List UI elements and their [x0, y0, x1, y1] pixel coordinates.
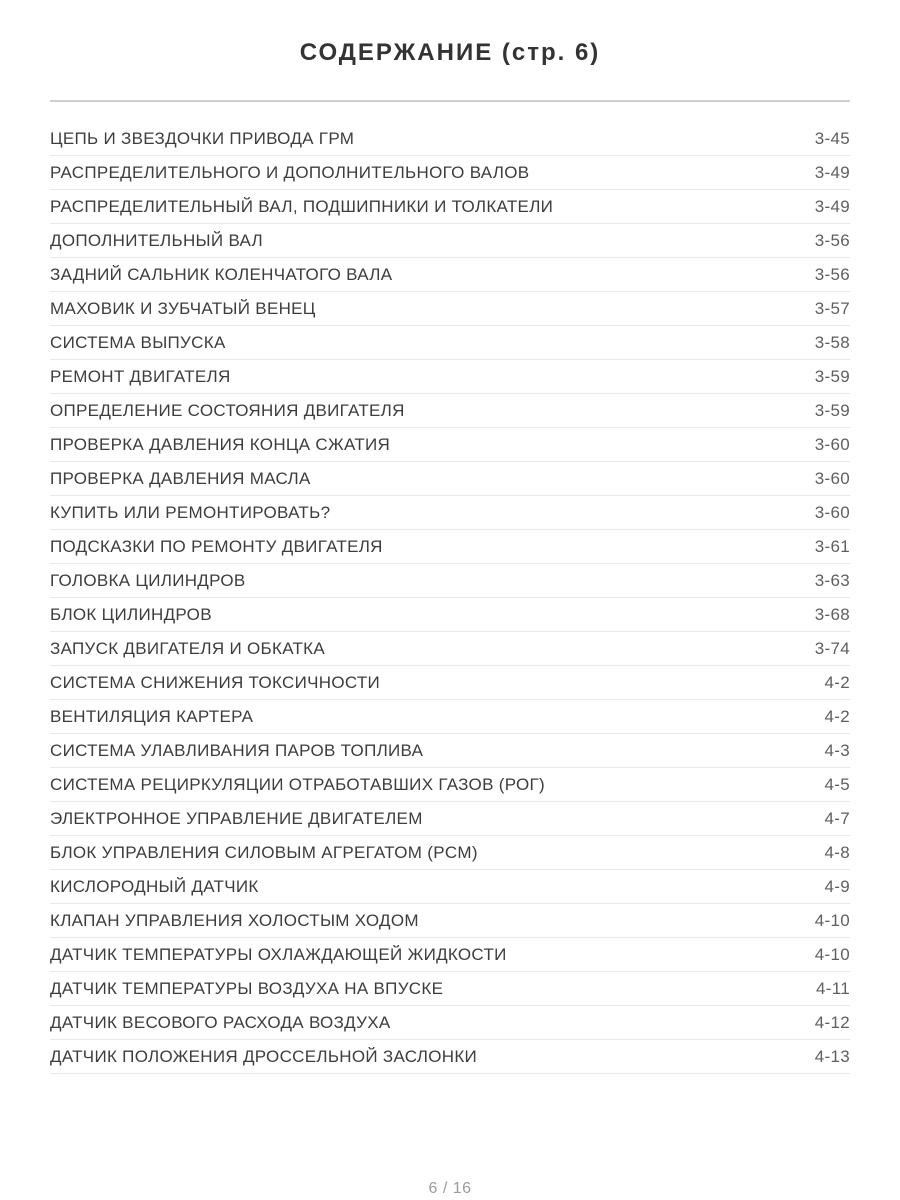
toc-row [50, 360, 850, 394]
toc-row [50, 122, 850, 156]
toc-entry-label: ПОДСКАЗКИ ПО РЕМОНТУ ДВИГАТЕЛЯ [50, 536, 383, 556]
toc-row [50, 666, 850, 700]
toc-list [50, 122, 850, 1074]
toc-page [0, 39, 900, 1200]
toc-row [50, 700, 850, 734]
toc-entry-page: 4-2 [824, 706, 850, 726]
toc-row [50, 836, 850, 870]
toc-entry-page: 4-7 [824, 808, 850, 828]
toc-row [50, 258, 850, 292]
toc-row [50, 972, 850, 1006]
toc-entry-label: ВЕНТИЛЯЦИЯ КАРТЕРА [50, 706, 254, 726]
page-title: СОДЕРЖАНИЕ (стр. 6) [299, 39, 601, 66]
toc-entry-page: 3-58 [814, 332, 850, 352]
toc-entry-page: 3-59 [814, 366, 850, 386]
toc-row [50, 1006, 850, 1040]
toc-row [50, 564, 850, 598]
toc-entry-page: 3-68 [814, 604, 850, 624]
toc-entry-label: БЛОК УПРАВЛЕНИЯ СИЛОВЫМ АГРЕГАТОМ (PCM) [50, 842, 478, 862]
toc-entry-label: ЗАДНИЙ САЛЬНИК КОЛЕНЧАТОГО ВАЛА [50, 264, 393, 284]
toc-row [50, 598, 850, 632]
toc-entry-page: 3-61 [814, 536, 850, 556]
toc-row [50, 462, 850, 496]
toc-row [50, 156, 850, 190]
toc-entry-label: ДАТЧИК ПОЛОЖЕНИЯ ДРОССЕЛЬНОЙ ЗАСЛОНКИ [50, 1046, 478, 1066]
toc-entry-label: ПРОВЕРКА ДАВЛЕНИЯ КОНЦА СЖАТИЯ [50, 434, 391, 454]
toc-row [50, 530, 850, 564]
toc-entry-page: 4-10 [814, 944, 850, 964]
toc-entry-page: 3-49 [814, 162, 850, 182]
toc-entry-label: СИСТЕМА ВЫПУСКА [50, 332, 226, 352]
toc-entry-page: 4-9 [824, 876, 850, 896]
toc-entry-label: ДАТЧИК ВЕСОВОГО РАСХОДА ВОЗДУХА [50, 1012, 391, 1032]
toc-entry-page: 3-57 [814, 298, 850, 318]
toc-entry-label: КЛАПАН УПРАВЛЕНИЯ ХОЛОСТЫМ ХОДОМ [50, 910, 419, 930]
toc-row [50, 802, 850, 836]
toc-entry-label: ПРОВЕРКА ДАВЛЕНИЯ МАСЛА [50, 468, 311, 488]
toc-entry-label: СИСТЕМА РЕЦИРКУЛЯЦИИ ОТРАБОТАВШИХ ГАЗОВ (РОГ) [50, 774, 545, 794]
toc-entry-label: СИСТЕМА УЛАВЛИВАНИЯ ПАРОВ ТОПЛИВА [50, 740, 424, 760]
toc-entry-label: МАХОВИК И ЗУБЧАТЫЙ ВЕНЕЦ [50, 298, 316, 318]
toc-entry-page: 3-56 [814, 264, 850, 284]
toc-row [50, 224, 850, 258]
toc-entry-label: ДОПОЛНИТЕЛЬНЫЙ ВАЛ [50, 230, 263, 250]
toc-row [50, 768, 850, 802]
toc-entry-page: 3-45 [814, 128, 850, 148]
toc-row [50, 734, 850, 768]
toc-entry-page: 3-59 [814, 400, 850, 420]
toc-entry-label: СИСТЕМА СНИЖЕНИЯ ТОКСИЧНОСТИ [50, 672, 381, 692]
toc-entry-label: КУПИТЬ ИЛИ РЕМОНТИРОВАТЬ? [50, 502, 331, 522]
toc-entry-page: 4-12 [814, 1012, 850, 1032]
toc-row [50, 428, 850, 462]
toc-entry-page: 3-56 [814, 230, 850, 250]
toc-entry-label: ДАТЧИК ТЕМПЕРАТУРЫ ВОЗДУХА НА ВПУСКЕ [50, 978, 444, 998]
toc-entry-label: БЛОК ЦИЛИНДРОВ [50, 604, 212, 624]
toc-entry-page: 4-5 [824, 774, 850, 794]
toc-entry-page: 4-11 [816, 978, 850, 998]
toc-entry-label: РАСПРЕДЕЛИТЕЛЬНОГО И ДОПОЛНИТЕЛЬНОГО ВАЛОВ [50, 162, 530, 182]
toc-entry-label: ГОЛОВКА ЦИЛИНДРОВ [50, 570, 246, 590]
toc-entry-page: 4-2 [824, 672, 850, 692]
page-number-indicator: 6 / 16 [428, 1180, 472, 1197]
toc-entry-page: 3-60 [814, 468, 850, 488]
toc-entry-label: ЭЛЕКТРОННОЕ УПРАВЛЕНИЕ ДВИГАТЕЛЕМ [50, 808, 423, 828]
toc-entry-page: 3-74 [814, 638, 850, 658]
toc-entry-page: 3-60 [814, 502, 850, 522]
toc-entry-label: КИСЛОРОДНЫЙ ДАТЧИК [50, 876, 259, 896]
toc-entry-page: 4-8 [824, 842, 850, 862]
toc-row [50, 496, 850, 530]
toc-row [50, 1040, 850, 1074]
toc-row [50, 938, 850, 972]
toc-row [50, 632, 850, 666]
toc-row [50, 190, 850, 224]
toc-entry-page: 4-13 [814, 1046, 850, 1066]
toc-entry-label: ОПРЕДЕЛЕНИЕ СОСТОЯНИЯ ДВИГАТЕЛЯ [50, 400, 405, 420]
toc-row [50, 326, 850, 360]
toc-row [50, 292, 850, 326]
toc-entry-page: 3-49 [814, 196, 850, 216]
toc-entry-label: РАСПРЕДЕЛИТЕЛЬНЫЙ ВАЛ, ПОДШИПНИКИ И ТОЛКАТЕЛИ [50, 196, 554, 216]
toc-row [50, 904, 850, 938]
toc-entry-page: 3-63 [814, 570, 850, 590]
title-divider [50, 100, 850, 102]
toc-entry-label: ДАТЧИК ТЕМПЕРАТУРЫ ОХЛАЖДАЮЩЕЙ ЖИДКОСТИ [50, 944, 507, 964]
toc-entry-page: 4-10 [814, 910, 850, 930]
toc-row [50, 870, 850, 904]
toc-entry-label: РЕМОНТ ДВИГАТЕЛЯ [50, 366, 231, 386]
toc-entry-label: ЦЕПЬ И ЗВЕЗДОЧКИ ПРИВОДА ГРМ [50, 128, 355, 148]
toc-entry-page: 4-3 [824, 740, 850, 760]
toc-entry-page: 3-60 [814, 434, 850, 454]
toc-row [50, 394, 850, 428]
toc-entry-label: ЗАПУСК ДВИГАТЕЛЯ И ОБКАТКА [50, 638, 326, 658]
